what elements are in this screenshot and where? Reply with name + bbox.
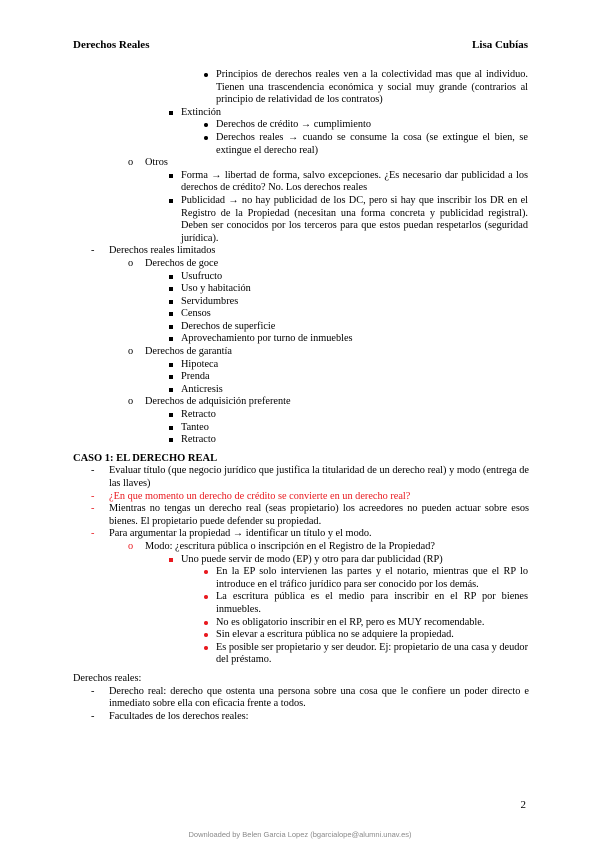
list-item: Hipoteca: [181, 359, 600, 372]
bullet-square-icon: [169, 275, 173, 279]
list-item: Sin elevar a escritura pública no se adquiere la propiedad.: [216, 629, 528, 642]
list-item: Publicidad → no hay publicidad de los DC, pero si hay que inscribir los DR en el Registro de la Propiedad (necesitan una forma concreta y publicidad registral). Deben ser conocidos por los terceros para que estos puedan respetarlos (seguridad jurídica).: [181, 195, 528, 245]
page-content: [0, 69, 600, 723]
list-item: Derechos de crédito → cumplimiento: [216, 119, 528, 132]
list-item: - Derecho real: derecho que ostenta una persona sobre una cosa que le confiere un poder directo e inmediato sobre ella con eficacia frente a todos.: [91, 685, 529, 710]
bullet-dot-icon: [204, 136, 208, 140]
page-number: 2: [520, 799, 526, 811]
section-label: Derechos reales:: [73, 672, 142, 684]
list-item: o Derechos de goce: [128, 257, 219, 269]
list-item: Retracto: [181, 434, 600, 447]
list-item: Tanteo: [181, 422, 600, 435]
bullet-dot-icon: [204, 633, 208, 637]
list-item: Servidumbres: [181, 296, 600, 309]
list-item: Uso y habitación: [181, 283, 600, 296]
bullet-square-icon: [169, 426, 173, 430]
bullet-circle-icon: o: [128, 257, 134, 269]
bullet-dash-icon: -: [91, 528, 95, 540]
bullet-square-icon: [169, 375, 173, 379]
list-item: - ¿En que momento un derecho de crédito se convierte en un derecho real?: [91, 490, 411, 502]
bullet-dash-icon: -: [91, 710, 95, 722]
bullet-dot-icon: [204, 570, 208, 574]
bullet-dash-icon: -: [91, 503, 95, 515]
list-item: Usufructo: [181, 271, 600, 284]
list-item: o Modo: ¿escritura pública o inscripción en el Registro de la Propiedad?: [128, 540, 435, 552]
bullet-dash-icon: -: [91, 245, 95, 257]
bullet-dot-icon: [204, 123, 208, 127]
bullet-square-icon: [169, 300, 173, 304]
bullet-square-icon: [169, 199, 173, 203]
download-footer: Downloaded by Belen Garcia Lopez (bgarcialope@alumni.unav.es): [188, 830, 412, 839]
header-subject: Derechos Reales: [73, 39, 150, 51]
list-item: - Derechos reales limitados: [91, 245, 216, 257]
section-heading: CASO 1: EL DERECHO REAL: [73, 452, 218, 464]
list-item: Derechos reales → cuando se consume la cosa (se extingue el bien, se extingue el derecho real): [216, 132, 528, 157]
list-item: Prenda: [181, 371, 600, 384]
bullet-square-icon: [169, 413, 173, 417]
list-item: En la EP solo intervienen las partes y el notario, mientras que el RP lo introduce en el tráfico jurídico para ser conocido por los demás.: [216, 566, 528, 591]
bullet-square-icon: [169, 363, 173, 367]
list-item: Retracto: [181, 409, 600, 422]
bullet-square-icon: [169, 337, 173, 341]
bullet-square-icon: [169, 111, 173, 115]
list-item: Principios de derechos reales ven a la colectividad mas que al individuo. Tienen una trascendencia económica y social muy grande (contrarios al principio de relatividad de los contratos): [216, 69, 528, 107]
list-item: Derechos de superficie: [181, 321, 600, 334]
bullet-circle-icon: o: [128, 540, 134, 552]
list-item: Es posible ser propietario y ser deudor. Ej: propietario de una casa y deudor del préstamo.: [216, 642, 528, 667]
bullet-circle-icon: o: [128, 396, 134, 408]
list-item: o Otros: [128, 157, 168, 169]
list-item: Anticresis: [181, 384, 600, 397]
bullet-dot-icon: [204, 621, 208, 625]
bullet-square-icon: [169, 312, 173, 316]
bullet-dash-icon: -: [91, 465, 95, 477]
list-item: Forma → libertad de forma, salvo excepciones. ¿Es necesario dar publicidad a los derechos de crédito? No. Los derechos reales: [181, 170, 528, 195]
list-item: - Mientras no tengas un derecho real (seas propietario) los acreedores no pueden actuar sobre esos bienes. El propietario puede defender su propiedad.: [91, 503, 529, 527]
list-item: - Facultades de los derechos reales:: [91, 710, 249, 722]
bullet-dot-icon: [204, 595, 208, 599]
list-item: No es obligatorio inscribir en el RP, pero es MUY recomendable.: [216, 617, 528, 630]
bullet-square-icon: [169, 388, 173, 392]
bullet-dot-icon: [204, 646, 208, 650]
header-author: Lisa Cubías: [472, 39, 528, 51]
list-item: Censos: [181, 308, 600, 321]
bullet-dash-icon: -: [91, 490, 95, 502]
list-item: - Evaluar título (que negocio jurídico que justifica la titularidad de un derecho real) y modo (entrega de las llaves): [91, 465, 529, 489]
bullet-square-icon: [169, 174, 173, 178]
list-item: La escritura pública es el medio para inscribir en el RP por bienes inmuebles.: [216, 591, 528, 616]
list-item: - Para argumentar la propiedad → identificar un título y el modo.: [91, 528, 372, 540]
bullet-dash-icon: -: [91, 685, 95, 697]
list-item: Uno puede servir de modo (EP) y otro para dar publicidad (RP): [181, 554, 528, 567]
bullet-circle-icon: o: [128, 157, 134, 169]
list-item: Extinción: [181, 107, 521, 120]
list-item: Aprovechamiento por turno de inmuebles: [181, 333, 600, 346]
bullet-dot-icon: [204, 73, 208, 77]
list-item: o Derechos de garantía: [128, 346, 232, 358]
bullet-circle-icon: o: [128, 346, 134, 358]
bullet-square-icon: [169, 287, 173, 291]
bullet-square-icon: [169, 325, 173, 329]
list-item: o Derechos de adquisición preferente: [128, 396, 291, 408]
bullet-square-icon: [169, 438, 173, 442]
bullet-square-icon: [169, 558, 173, 562]
